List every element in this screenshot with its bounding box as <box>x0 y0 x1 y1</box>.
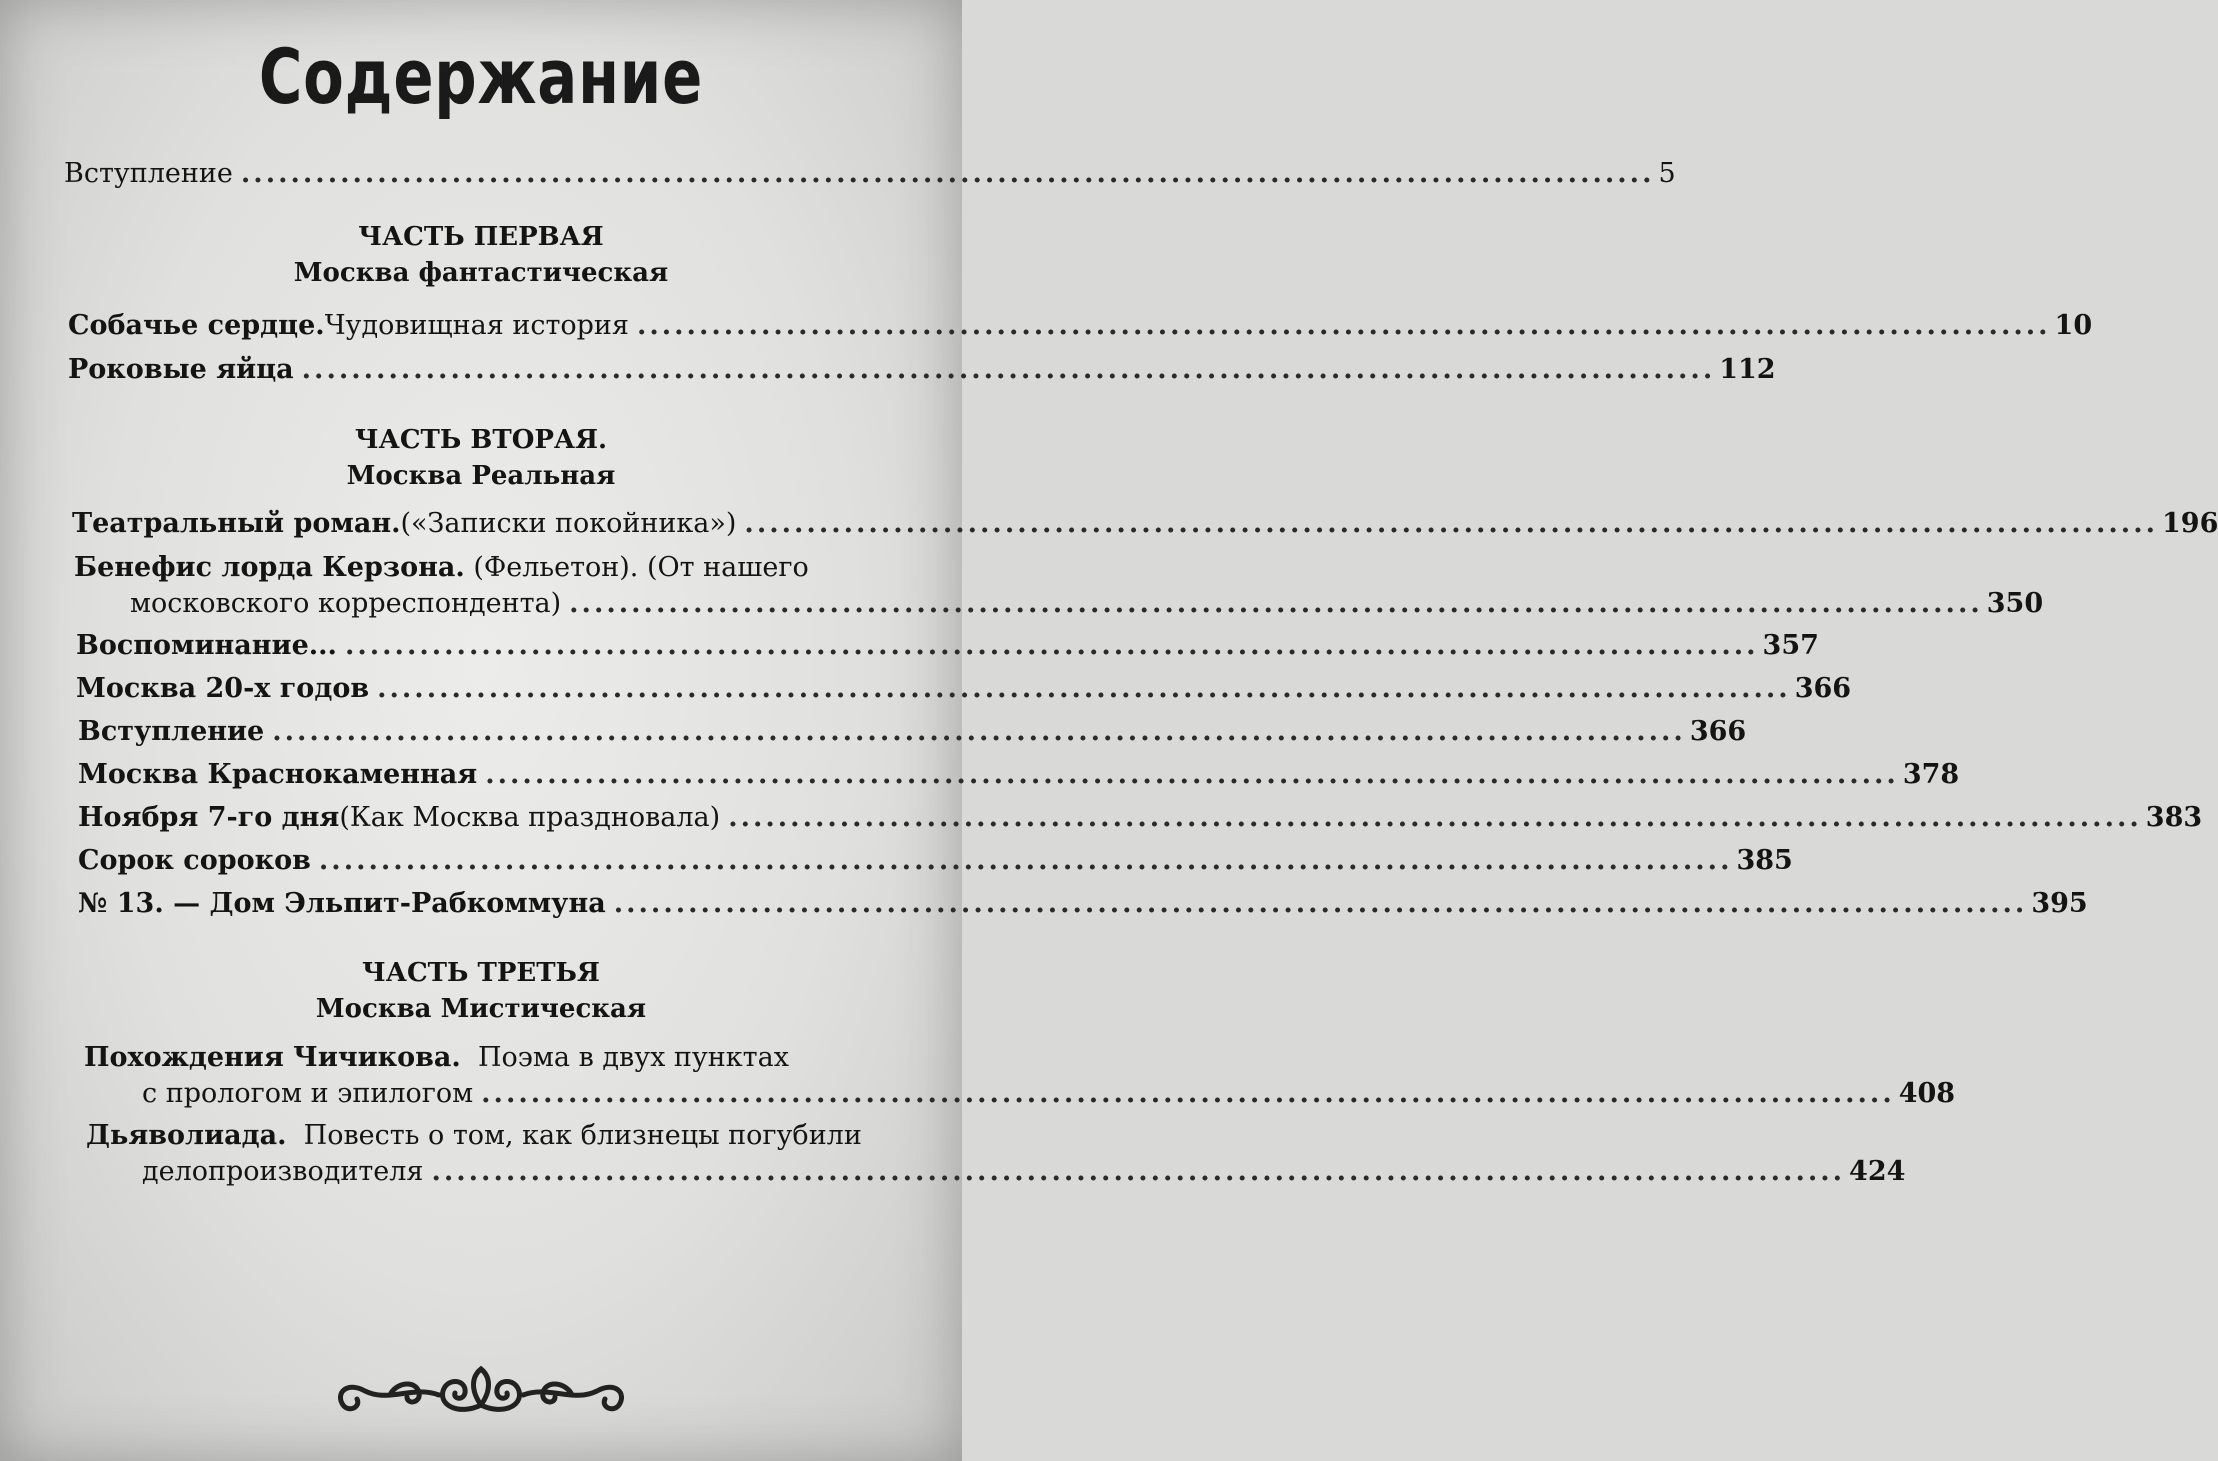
toc-entry-line1[interactable] <box>84 1042 789 1073</box>
part3-subheading: Москва Мистическая <box>315 994 647 1024</box>
part2-subheading: Москва Реальная <box>346 461 616 491</box>
entry-title: Вступление <box>64 158 233 189</box>
entry-page: 196 <box>2162 508 2218 539</box>
entry-title-bold: Вступление <box>78 716 265 747</box>
leader-dots: .................................................................................................................. <box>377 673 1791 704</box>
toc-entry[interactable] <box>76 673 1852 704</box>
entry-title-normal: Поэма в двух пунктах <box>460 1042 789 1073</box>
toc-entry[interactable] <box>78 888 2088 919</box>
part1-subheading: Москва фантастическая <box>293 258 669 288</box>
page-title: Содержание <box>258 32 704 121</box>
toc-entry[interactable] <box>68 310 2093 341</box>
entry-title-continuation: московского корреспондента) <box>130 588 562 619</box>
entry-page: 350 <box>1986 588 2044 619</box>
toc-entry-intro[interactable] <box>64 158 1676 189</box>
entry-title-bold: Бенефис лорда Керзона. <box>74 552 465 583</box>
part3-heading: ЧАСТЬ ТРЕТЬЯ <box>362 958 600 988</box>
entry-title-normal: Повесть о том, как близнецы погубили <box>286 1120 862 1151</box>
entry-page: 357 <box>1762 630 1819 661</box>
entry-title-bold: Москва Краснокаменная <box>78 759 478 790</box>
entry-title-bold: Роковые яйца <box>68 354 294 385</box>
entry-title-bold: Похождения Чичикова. <box>84 1042 461 1073</box>
toc-entry-line1[interactable] <box>74 552 809 583</box>
entry-title-continuation: с прологом и эпилогом <box>142 1078 474 1109</box>
toc-entry[interactable] <box>78 716 1747 747</box>
leader-dots: .................................................................................................................. <box>481 1078 1895 1109</box>
entry-title-continuation: делопроизводителя <box>142 1156 424 1187</box>
entry-title-bold: Дьяволиада. <box>86 1120 287 1151</box>
leader-dots: .................................................................................................................. <box>344 630 1759 661</box>
entry-title-normal: (Фельетон). (От нашего <box>464 552 809 583</box>
entry-page: 112 <box>1719 354 1776 385</box>
toc-entry[interactable] <box>78 802 2203 833</box>
entry-page: 383 <box>2145 802 2203 833</box>
entry-title-bold: Собачье сердце. <box>68 310 325 341</box>
toc-entry-line1[interactable] <box>86 1120 862 1151</box>
part2-heading: ЧАСТЬ ВТОРАЯ. <box>354 425 608 455</box>
entry-page: 366 <box>1689 716 1747 747</box>
toc-entry[interactable] <box>78 759 1960 790</box>
leader-dots: .................................................................................................................. <box>744 508 2159 539</box>
toc-entry-line2[interactable] <box>142 1078 1956 1109</box>
entry-title-bold: Воспоминание... <box>76 630 337 661</box>
toc-entry[interactable] <box>68 354 1776 385</box>
leader-dots: .................................................................................................................. <box>301 354 1716 385</box>
entry-title-bold: Театральный роман. <box>72 508 401 539</box>
entry-title-bold: № 13. — Дом Эльпит-Рабкоммуна <box>78 888 606 919</box>
leader-dots: .................................................................................................................. <box>431 1156 1846 1187</box>
entry-page: 10 <box>2054 310 2093 341</box>
toc-entry-line2[interactable] <box>130 588 2044 619</box>
leader-dots: .................................................................................................................. <box>728 802 2142 833</box>
entry-title-bold: Сорок сороков <box>78 845 311 876</box>
entry-title-normal: Чудовищная история <box>324 310 629 341</box>
entry-title-bold: Москва 20-х годов <box>76 673 370 704</box>
entry-page: 5 <box>1658 158 1676 189</box>
leader-dots: .................................................................................................................. <box>240 158 1655 189</box>
toc-entry[interactable] <box>78 845 1793 876</box>
entry-title-bold: Ноября 7-го дня <box>78 802 340 833</box>
entry-page: 366 <box>1794 673 1852 704</box>
entry-page: 424 <box>1849 1156 1906 1187</box>
toc-entry[interactable] <box>76 630 1819 661</box>
part1-heading: ЧАСТЬ ПЕРВАЯ <box>358 222 604 252</box>
entry-title-normal: («Записки покойника») <box>400 508 737 539</box>
entry-page: 385 <box>1736 845 1793 876</box>
leader-dots: .................................................................................................................. <box>636 310 2051 341</box>
entry-page: 378 <box>1902 759 1960 790</box>
entry-page: 408 <box>1898 1078 1956 1109</box>
toc-entry-line2[interactable] <box>142 1156 1906 1187</box>
entry-title-normal: (Как Москва праздновала) <box>339 802 721 833</box>
leader-dots: .................................................................................................................. <box>569 588 1983 619</box>
leader-dots: .................................................................................................................. <box>485 759 1899 790</box>
entry-page: 395 <box>2031 888 2088 919</box>
scroll-ornament-icon <box>321 1355 641 1425</box>
leader-dots: .................................................................................................................. <box>318 845 1733 876</box>
leader-dots: .................................................................................................................. <box>272 716 1686 747</box>
toc-entry[interactable] <box>72 508 2218 539</box>
leader-dots: .................................................................................................................. <box>613 888 2028 919</box>
